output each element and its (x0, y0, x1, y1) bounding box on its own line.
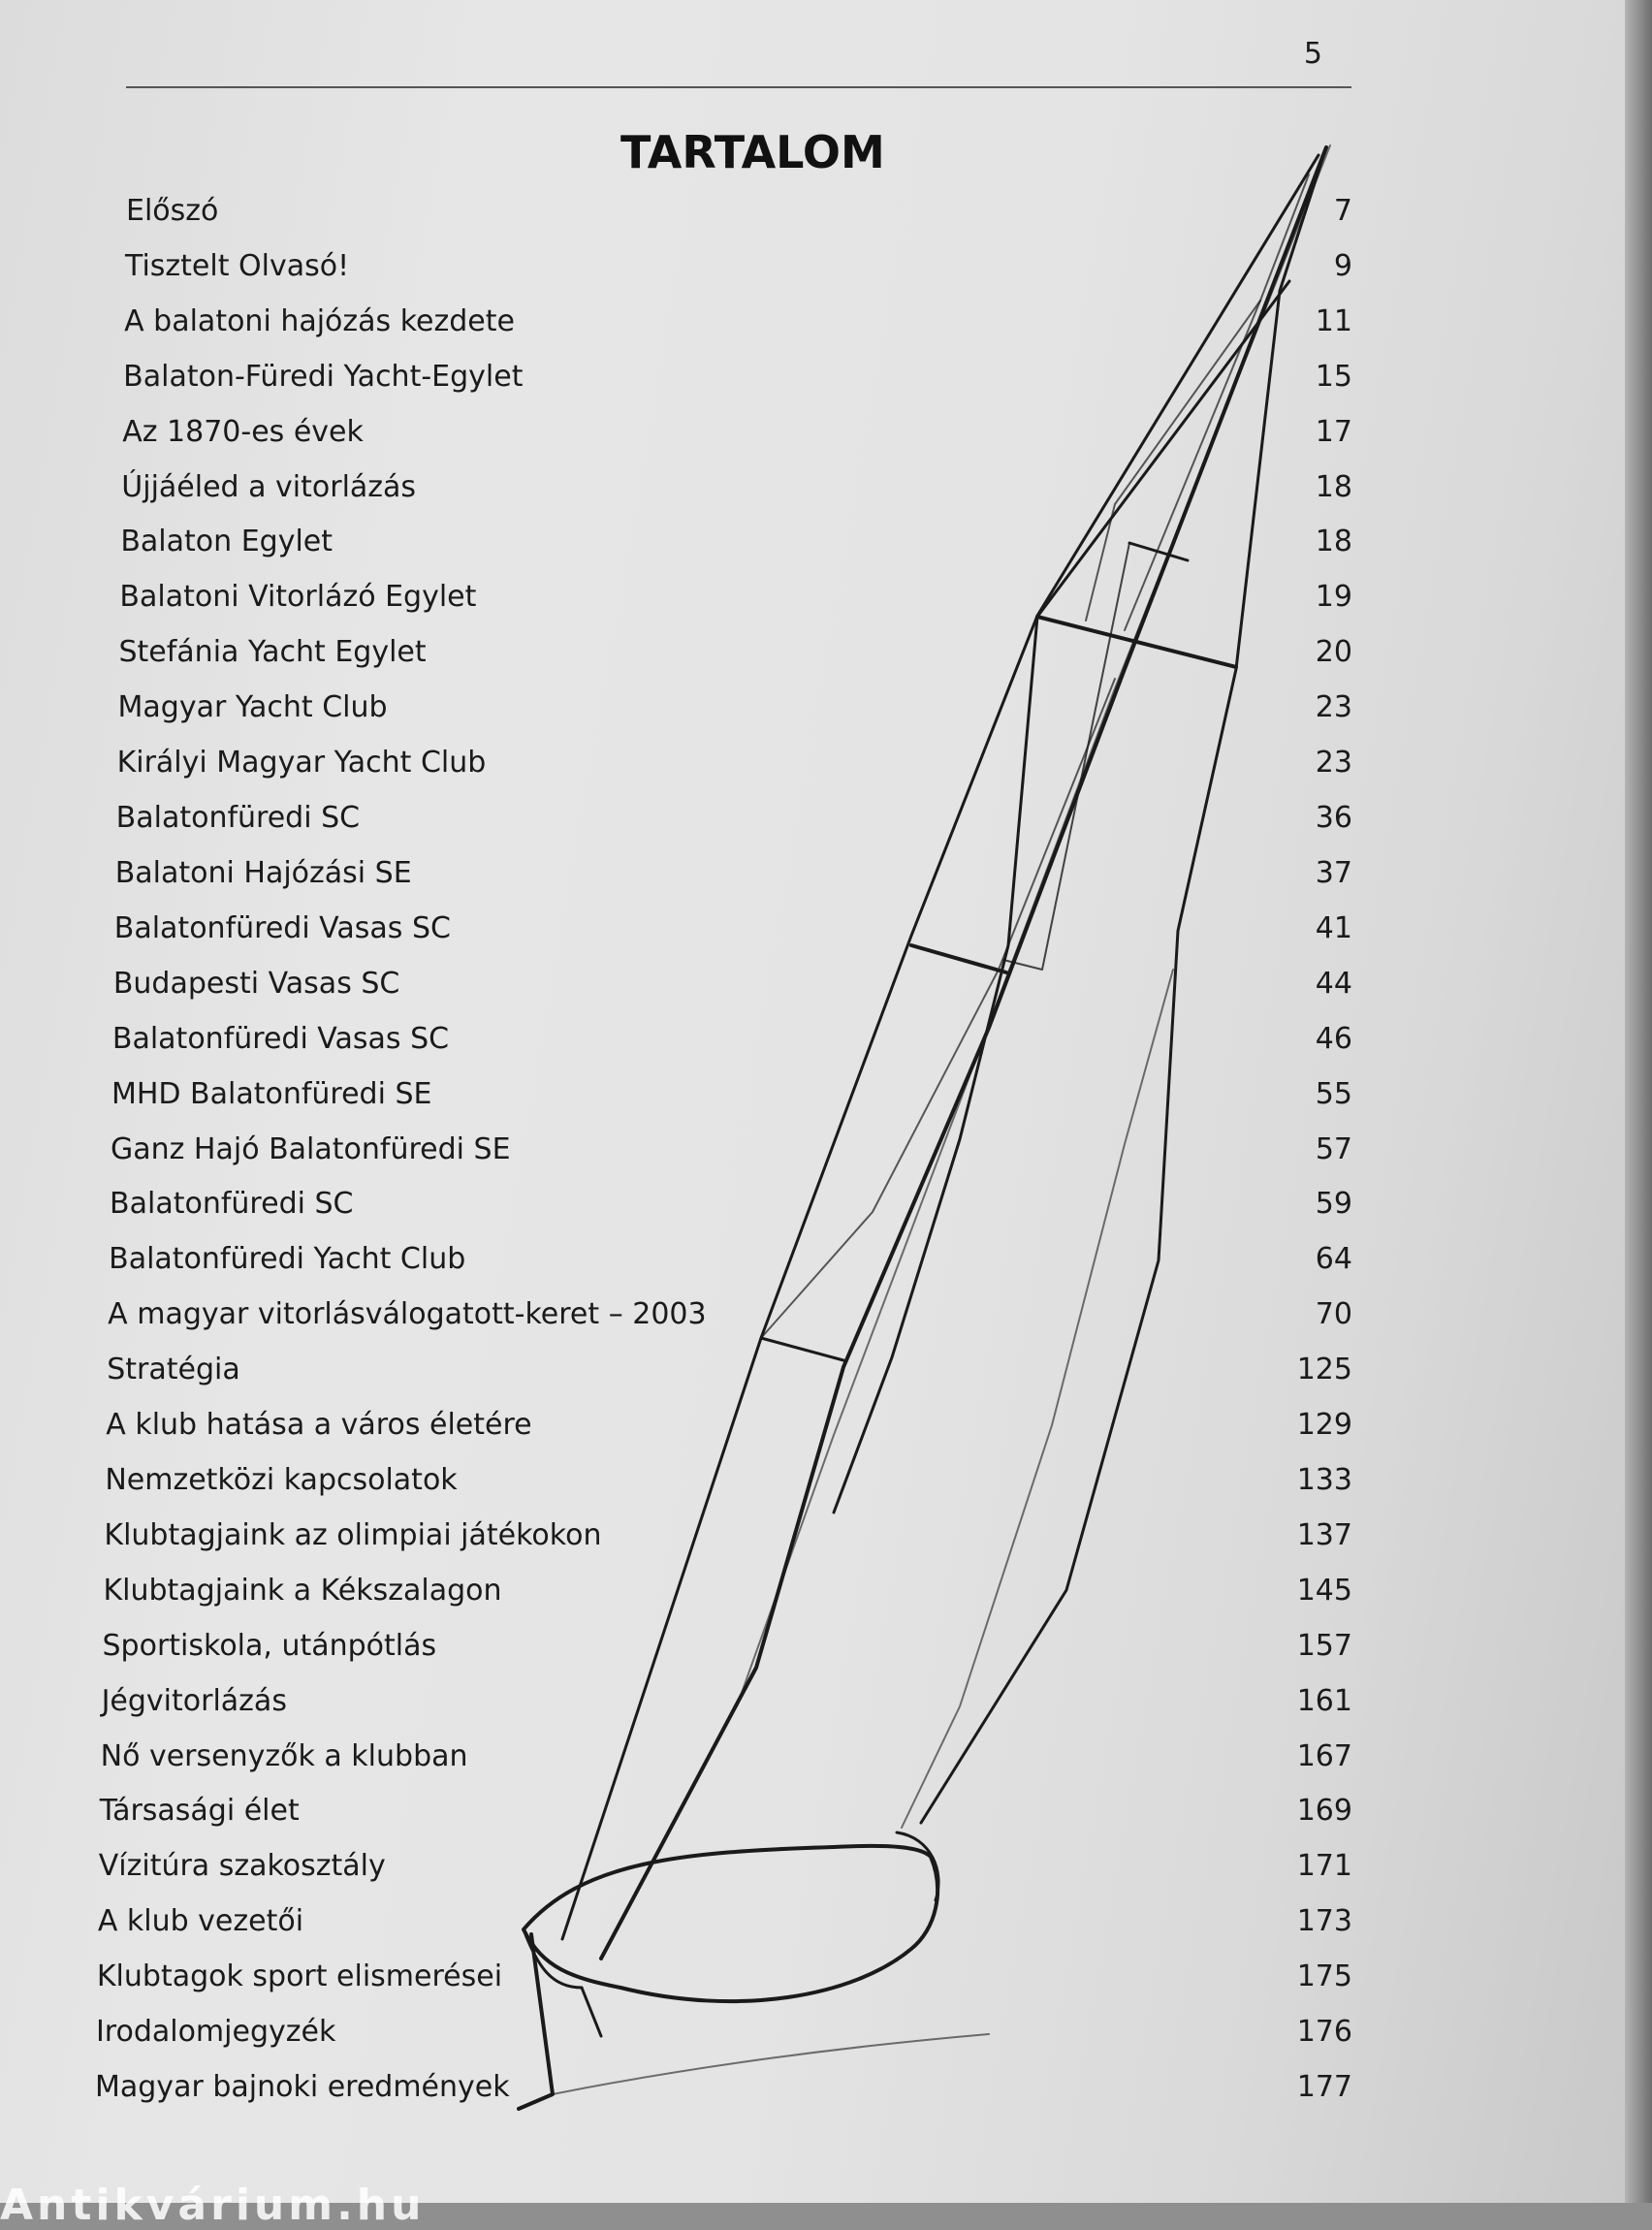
toc-entry-title: Tisztelt Olvasó! (125, 248, 350, 283)
toc-entry-title: Balatoni Hajózási SE (114, 855, 412, 890)
toc-entry (120, 525, 1352, 567)
toc-entry (110, 1187, 1352, 1229)
toc-entry-title: Budapesti Vasas SC (112, 966, 400, 1001)
toc-entry-page-number: 44 (1315, 966, 1352, 1001)
toc-entry-title: A klub vezetői (97, 1904, 304, 1939)
toc-entry-title: Balatoni Vitorlázó Egylet (119, 580, 477, 615)
toc-entry (105, 1463, 1352, 1506)
toc-entry-title: Klubtagok sport elismerései (96, 1959, 503, 1994)
toc-entry-title: A magyar vitorlásválogatott-keret – 2003 (108, 1297, 707, 1332)
toc-entry-page-number: 70 (1315, 1297, 1352, 1332)
watermark: Antikvárium.hu (0, 2181, 426, 2230)
toc-entry-title: Stefánia Yacht Egylet (118, 635, 427, 670)
toc-entry (97, 1959, 1352, 2002)
toc-entry (115, 856, 1352, 899)
toc-entry-page-number: 125 (1296, 1353, 1352, 1387)
toc-entry-title: Vízitúra szakosztály (98, 1849, 386, 1884)
toc-entry-page-number: 17 (1315, 414, 1352, 449)
toc-entry-page-number: 23 (1315, 746, 1352, 780)
toc-entry-title: Balaton-Füredi Yacht-Egylet (123, 359, 524, 394)
toc-entry-page-number: 23 (1315, 690, 1352, 725)
toc-entry (96, 2015, 1352, 2057)
toc-entry (111, 1132, 1352, 1175)
page-number: 5 (1303, 37, 1322, 71)
page-edge-shadow (1625, 0, 1652, 2203)
toc-entry-page-number: 18 (1315, 469, 1352, 504)
toc-entry-title: Újjáéled a vitorlázás (121, 469, 417, 504)
toc-entry-page-number: 145 (1296, 1573, 1352, 1608)
toc-entry (122, 415, 1352, 458)
toc-entry-page-number: 37 (1315, 855, 1352, 890)
toc-entry-title: Balatonfüredi SC (115, 801, 361, 836)
toc-entry (99, 1849, 1352, 1892)
toc-entry-page-number: 9 (1333, 248, 1352, 283)
toc-entry-page-number: 20 (1315, 635, 1352, 670)
toc-entry-title: Ganz Hajó Balatonfüredi SE (111, 1131, 511, 1166)
toc-entry-page-number: 64 (1315, 1242, 1352, 1277)
toc-entry (106, 1408, 1352, 1450)
toc-entry-title: Stratégia (107, 1353, 240, 1387)
toc-entry (101, 1739, 1352, 1782)
toc-entry-page-number: 57 (1315, 1131, 1352, 1166)
page-title: TARTALOM (620, 126, 885, 178)
toc-entry-title: MHD Balatonfüredi SE (111, 1076, 432, 1111)
toc-entry (104, 1518, 1352, 1561)
toc-entry-title: Jégvitorlázás (101, 1683, 287, 1718)
toc-entry-page-number: 7 (1333, 194, 1352, 228)
toc-entry-page-number: 129 (1296, 1408, 1352, 1443)
toc-entry-page-number: 177 (1296, 2070, 1352, 2104)
toc-entry-page-number: 176 (1296, 2015, 1352, 2050)
toc-entry (113, 967, 1352, 1009)
toc-entry-page-number: 173 (1296, 1904, 1352, 1939)
toc-entry (107, 1353, 1352, 1395)
toc-entry-title: Balatonfüredi Vasas SC (113, 910, 451, 945)
toc-entry-title: Nemzetközi kapcsolatok (105, 1462, 458, 1497)
toc-entry-title: A klub hatása a város életére (106, 1408, 532, 1443)
toc-entry (118, 635, 1352, 678)
toc-entry (112, 1022, 1352, 1065)
toc-entry (126, 194, 1352, 237)
toc-entry (103, 1574, 1352, 1616)
toc-entry (100, 1794, 1352, 1836)
toc-entry-title: Az 1870-es évek (122, 414, 364, 449)
toc-entry (102, 1684, 1352, 1727)
toc-entry-page-number: 157 (1296, 1628, 1352, 1663)
toc-entry-title: Balatonfüredi Yacht Club (109, 1242, 466, 1277)
toc-entry (116, 801, 1352, 844)
toc-entry-title: Nő versenyzők a klubban (100, 1738, 468, 1773)
toc-entry-page-number: 169 (1296, 1794, 1352, 1829)
toc-entry-title: Sportiskola, utánpótlás (102, 1628, 437, 1663)
toc-entry-title: Magyar Yacht Club (117, 690, 388, 725)
toc-entry-page-number: 11 (1315, 303, 1352, 338)
toc-entry-page-number: 59 (1315, 1187, 1352, 1222)
toc-entry-page-number: 19 (1315, 580, 1352, 615)
toc-entry-title: A balatoni hajózás kezdete (124, 303, 515, 338)
toc-entry-page-number: 171 (1296, 1849, 1352, 1884)
toc-entry (114, 911, 1352, 954)
toc-entry-page-number: 161 (1296, 1683, 1352, 1718)
toc-entry-page-number: 175 (1296, 1959, 1352, 1994)
toc-entry-title: Klubtagjaink a Kékszalagon (103, 1573, 502, 1608)
toc-entry (124, 304, 1352, 347)
toc-entry-title: Balaton Egylet (120, 525, 334, 559)
toc-entry (121, 470, 1352, 513)
toc-entry (118, 690, 1352, 733)
toc-entry-title: Balatonfüredi Vasas SC (111, 1021, 450, 1056)
toc-entry-page-number: 133 (1296, 1462, 1352, 1497)
toc-entry (98, 1904, 1352, 1947)
toc-entry (119, 580, 1352, 622)
toc-entry (109, 1242, 1352, 1285)
toc-entry (111, 1077, 1352, 1120)
toc-entry (117, 746, 1352, 788)
toc-entry (95, 2070, 1352, 2113)
toc-entry-title: Magyar bajnoki eredmények (95, 2070, 510, 2104)
toc-entry-title: Előszó (126, 194, 219, 228)
toc-entry-page-number: 15 (1315, 359, 1352, 394)
toc-entry-page-number: 18 (1315, 525, 1352, 559)
toc-entry-page-number: 137 (1296, 1517, 1352, 1552)
toc-entry-page-number: 55 (1315, 1076, 1352, 1111)
toc-entry-title: Balatonfüredi SC (110, 1187, 354, 1222)
toc-entry (123, 360, 1352, 402)
toc-entry-page-number: 41 (1315, 910, 1352, 945)
toc-entry-title: Irodalomjegyzék (95, 2015, 336, 2050)
toc-entry (103, 1629, 1352, 1672)
toc-entry-page-number: 46 (1315, 1021, 1352, 1056)
toc-entry-title: Királyi Magyar Yacht Club (116, 746, 487, 780)
toc-entry-title: Társasági élet (99, 1794, 300, 1829)
toc-entry-page-number: 167 (1296, 1738, 1352, 1773)
toc-entry-title: Klubtagjaink az olimpiai játékokon (104, 1517, 602, 1552)
toc-entry-page-number: 36 (1315, 801, 1352, 836)
toc-entry (108, 1297, 1352, 1340)
toc-entry (125, 249, 1352, 292)
